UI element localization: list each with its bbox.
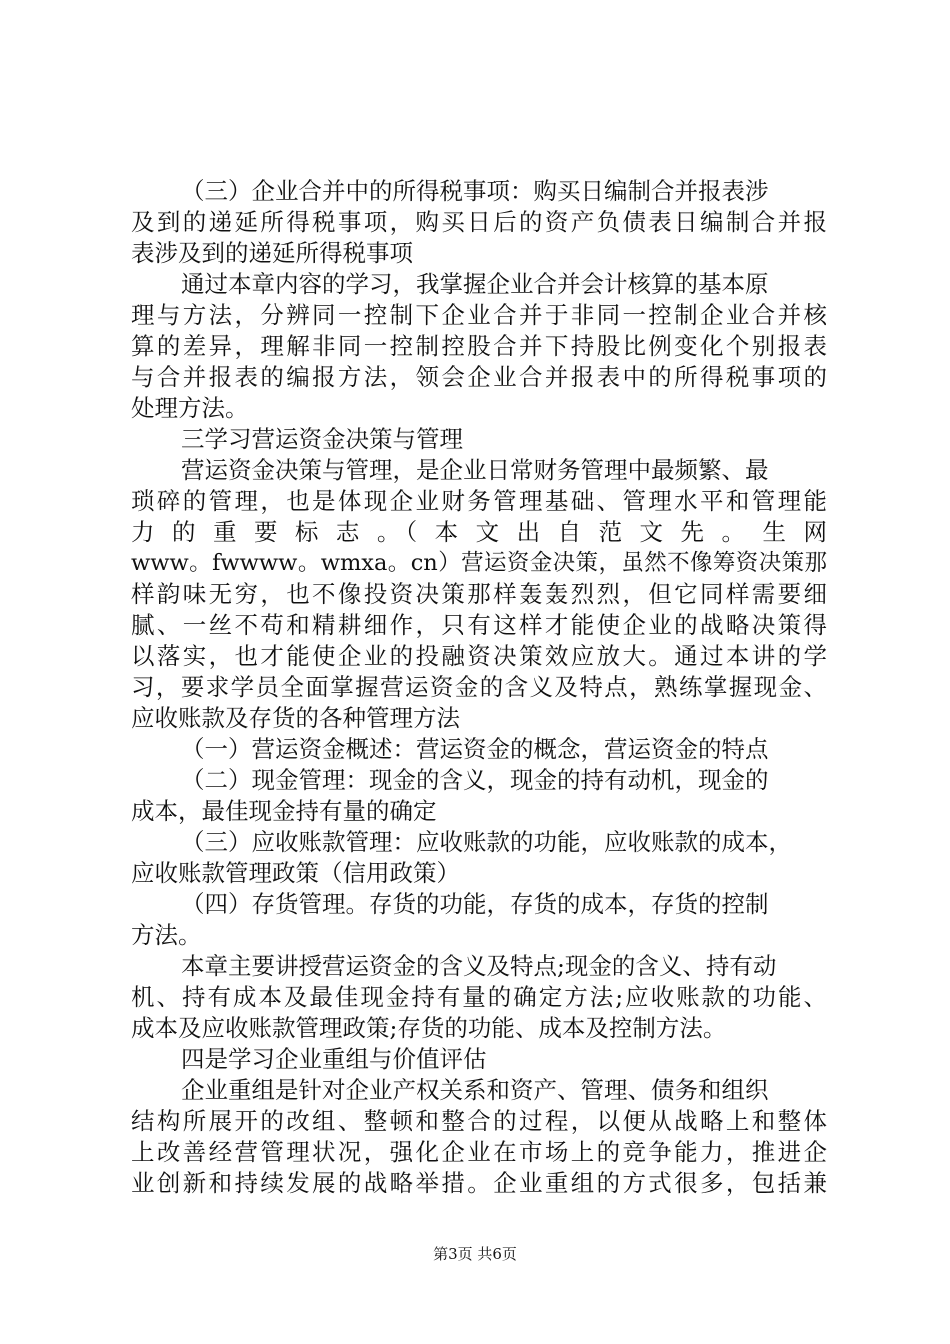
text-line: 及到的递延所得税事项，购买日后的资产负债表日编制合并报 bbox=[131, 208, 827, 236]
text-line: 机、持有成本及最佳现金持有量的确定方法;应收账款的功能、 bbox=[131, 983, 827, 1011]
text-line: 琐碎的管理，也是体现企业财务管理基础、管理水平和管理能 bbox=[131, 487, 827, 515]
text-line: 表涉及到的递延所得税事项 bbox=[131, 239, 413, 267]
text-line: 企业重组是针对企业产权关系和资产、管理、债务和组织 bbox=[181, 1076, 769, 1104]
section-heading: 四是学习企业重组与价值评估 bbox=[181, 1045, 487, 1073]
text-line: 以落实，也才能使企业的投融资决策效应放大。通过本讲的学 bbox=[131, 642, 827, 670]
text-line: 应收账款管理政策（信用政策） bbox=[131, 859, 460, 887]
text-line: 通过本章内容的学习，我掌握企业合并会计核算的基本原 bbox=[181, 270, 769, 298]
text-line: 营运资金决策与管理，是企业日常财务管理中最频繁、最 bbox=[181, 456, 769, 484]
text-line: www。fwwww。wmxa。cn）营运资金决策，虽然不像筹资决策那 bbox=[131, 550, 827, 576]
page-number: 第3页 共6页 bbox=[433, 1245, 517, 1263]
text-line: 理与方法，分辨同一控制下企业合并于非同一控制企业合并核 bbox=[131, 301, 827, 329]
text-line: （一）营运资金概述：营运资金的概念，营运资金的特点 bbox=[181, 735, 769, 763]
text-line: 样韵味无穷，也不像投资决策那样轰轰烈烈，但它同样需要细 bbox=[131, 580, 827, 608]
section-heading: 三学习营运资金决策与管理 bbox=[181, 425, 463, 453]
text-line: 力 的 重 要 标 志 。（ 本 文 出 自 范 文 先 。 生 网 bbox=[131, 518, 827, 546]
text-line: 应收账款及存货的各种管理方法 bbox=[131, 704, 460, 732]
text-line: 算的差异，理解非同一控制控股合并下持股比例变化个别报表 bbox=[131, 332, 827, 360]
text-line: 上改善经营管理状况，强化企业在市场上的竞争能力，推进企 bbox=[131, 1138, 827, 1166]
text-line: 方法。 bbox=[131, 921, 202, 949]
text-line: 与合并报表的编报方法，领会企业合并报表中的所得税事项的 bbox=[131, 363, 827, 391]
text-line: 习，要求学员全面掌握营运资金的含义及特点，熟练掌握现金、 bbox=[131, 673, 827, 701]
text-line: 处理方法。 bbox=[131, 394, 249, 422]
text-line: （四）存货管理。存货的功能，存货的成本，存货的控制 bbox=[181, 890, 769, 918]
text-line: （三）应收账款管理：应收账款的功能，应收账款的成本， bbox=[181, 828, 792, 856]
text-line: （二）现金管理：现金的含义，现金的持有动机，现金的 bbox=[181, 766, 769, 794]
text-line: 腻、一丝不苟和精耕细作，只有这样才能使企业的战略决策得 bbox=[131, 611, 827, 639]
text-line: 本章主要讲授营运资金的含义及特点;现金的含义、持有动 bbox=[181, 952, 777, 980]
text-line: 成本，最佳现金持有量的确定 bbox=[131, 797, 437, 825]
text-line: 业创新和持续发展的战略举措。企业重组的方式很多，包括兼 bbox=[131, 1169, 827, 1197]
text-line: （三）企业合并中的所得税事项：购买日编制合并报表涉 bbox=[181, 177, 769, 205]
text-line: 结构所展开的改组、整顿和整合的过程，以便从战略上和整体 bbox=[131, 1107, 827, 1135]
text-line: 成本及应收账款管理政策;存货的功能、成本及控制方法。 bbox=[131, 1014, 727, 1042]
